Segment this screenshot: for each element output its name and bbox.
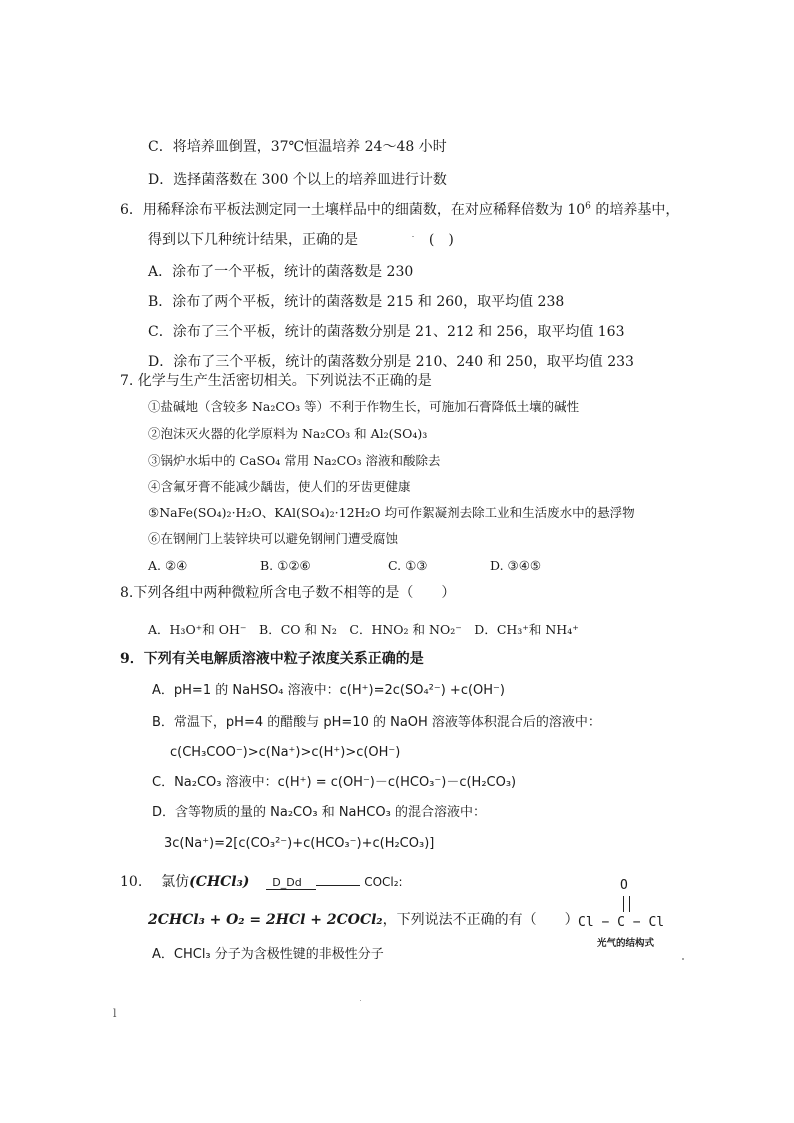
- q9-option-d-line1: D．含等物质的量的 Na₂CO₃ 和 NaHCO₃ 的混合溶液中：: [152, 805, 486, 820]
- q10-stem-line1: [120, 872, 403, 893]
- q7-option-c: C. ①③: [388, 558, 428, 573]
- scan-speck: [682, 958, 684, 960]
- q10-stem-tail: ，下列说法不正确的有（ ）: [382, 912, 579, 928]
- q10-option-a: A．CHCl₃ 分子为含极性键的非极性分子: [152, 947, 384, 962]
- q6-stem-line1-text: 6．用稀释涂布平板法测定同一土壤样品中的细菌数，在对应稀释倍数为 10: [120, 202, 586, 218]
- q10-number: 10.: [120, 874, 143, 890]
- q7-stem: 7. 化学与生产生活密切相关。下列说法不正确的是: [120, 373, 432, 389]
- scan-speck: [360, 1000, 361, 1001]
- q7-statement-1: ①盐碱地（含较多 Na₂CO₃ 等）不利于作物生长，可施加石膏降低土壤的碱性: [148, 399, 580, 414]
- q6-option-b: B．涂布了两个平板，统计的菌落数是 215 和 260，取平均值 238: [148, 294, 565, 310]
- phosgene-double-bond: [623, 896, 630, 912]
- q6-stem-line1: [120, 200, 679, 220]
- q10-name: 氯仿: [161, 874, 190, 890]
- q7-statement-4: ④含氟牙膏不能减少龋齿，使人们的牙齿更健康: [148, 479, 411, 494]
- q9-option-c: C．Na₂CO₃ 溶液中：c(H⁺) = c(OH⁻)－c(HCO₃⁻)－c(H₂CO₃): [152, 775, 517, 790]
- q6-option-d: D．涂布了三个平板，统计的菌落数分别是 210、240 和 250，取平均值 233: [148, 354, 634, 370]
- q8-options: A．H₃O⁺和 OH⁻ B．CO 和 N₂ C．HNO₂ 和 NO₂⁻ D．CH₃⁺和 NH₄⁺: [148, 622, 579, 637]
- q7-statement-6: ⑥在钢闸门上装锌块可以避免钢闸门遭受腐蚀: [148, 531, 399, 546]
- q6-exponent: 6: [585, 201, 591, 212]
- q8-stem: 8.下列各组中两种微粒所含电子数不相等的是（ ）: [120, 585, 456, 601]
- q10-product: COCl₂:: [364, 875, 403, 889]
- phosgene-chain: Cl − C − Cl: [578, 915, 665, 930]
- q6-stem-line2-text: 得到以下几种统计结果，正确的是: [148, 232, 358, 248]
- q9-option-b-line2: c(CH₃COO⁻)>c(Na⁺)>c(H⁺)>c(OH⁻): [170, 745, 401, 760]
- q10-formula: (CHCl₃): [189, 874, 250, 890]
- q9-option-a: A．pH=1 的 NaHSO₄ 溶液中：c(H⁺)=2c(SO₄²⁻) +c(OH⁻): [152, 683, 505, 698]
- q5-option-c: C．将培养皿倒置，37℃恒温培养 24～48 小时: [148, 139, 447, 155]
- phosgene-oxygen: O: [620, 878, 628, 893]
- margin-mark: l: [113, 1007, 117, 1020]
- q9-stem: 9．下列有关电解质溶液中粒子浓度关系正确的是: [120, 651, 424, 667]
- q7-option-b: B. ①②⑥: [260, 558, 311, 573]
- q6-stem-line2: [148, 230, 454, 250]
- q7-statement-3: ③锅炉水垢中的 CaSO₄ 常用 Na₂CO₃ 溶液和酸除去: [148, 453, 441, 468]
- q7-statement-2: ②泡沫灭火器的化学原料为 Na₂CO₃ 和 Al₂(SO₄)₃: [148, 426, 428, 441]
- q6-answer-paren: ( ): [428, 232, 454, 248]
- q10-equation: 2CHCl₃ + O₂ = 2HCl + 2COCl₂: [148, 912, 383, 928]
- q9-option-b-line1: B．常温下，pH=4 的醋酸与 pH=10 的 NaOH 溶液等体积混合后的溶液中：: [152, 715, 601, 730]
- q6-stem-line1-tail: 的培养基中，: [590, 202, 680, 218]
- q7-statement-5: ⑤NaFe(SO₄)₂·H₂O、KAl(SO₄)₂·12H₂O 均可作絮凝剂去除工业和生活废水中的悬浮物: [148, 505, 635, 520]
- q7-option-a: A. ②④: [148, 558, 188, 573]
- q7-option-d: D. ③④⑤: [490, 558, 542, 573]
- q10-blank: D_Dd: [266, 876, 315, 890]
- q6-option-c: C．涂布了三个平板，统计的菌落数分别是 21、212 和 256，取平均值 163: [148, 324, 625, 340]
- phosgene-caption: 光气的结构式: [597, 938, 655, 949]
- q5-option-d: D．选择菌落数在 300 个以上的培养皿进行计数: [148, 172, 447, 188]
- q9-option-d-line2: 3c(Na⁺)=2[c(CO₃²⁻)+c(HCO₃⁻)+c(H₂CO₃)]: [164, 836, 435, 851]
- q6-option-a: A．涂布了一个平板，统计的菌落数是 230: [148, 264, 414, 280]
- q10-stem-line2: [148, 910, 579, 930]
- scan-speck: [412, 236, 414, 237]
